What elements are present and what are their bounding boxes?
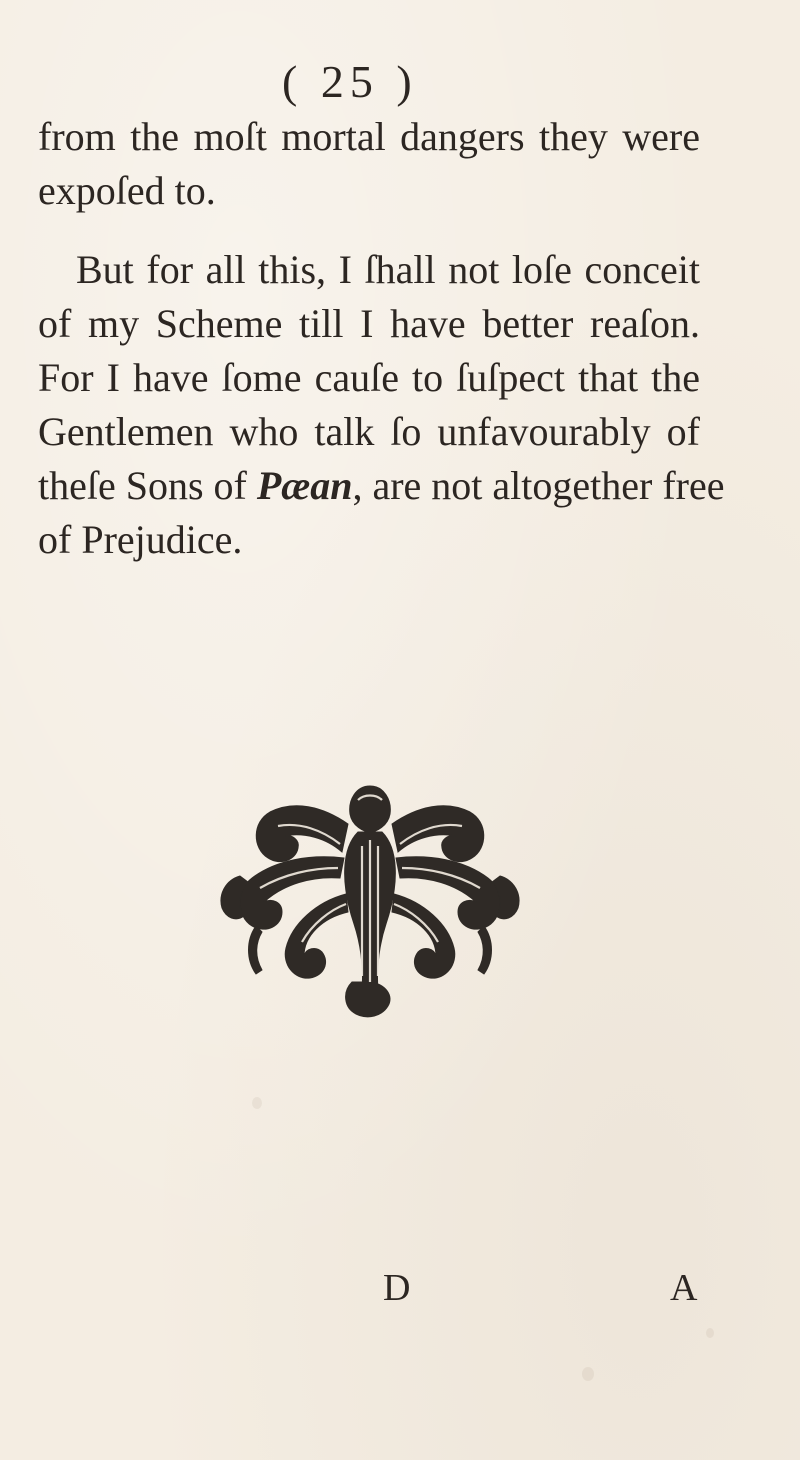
text-fragment: theſe Sons of [38,463,257,508]
paper-spot [252,1097,262,1109]
catchword: A [670,1267,698,1309]
text-line [38,459,725,513]
paragraph-2 [38,243,725,567]
signature-mark: D [383,1267,411,1309]
text-line: But for all this, I ſhall not loſe conceit [76,247,700,292]
italic-name: Pæan [256,463,353,508]
text-line: from the moſt mortal dangers they were [38,114,700,159]
foliate-ornament-icon [198,776,542,1020]
text-line: of Prejudice. [38,517,243,562]
text-line: expoſed to. [38,168,216,213]
text-line: For I have ſome cauſe to ſuſpect that the [38,355,700,400]
paper-spot [582,1367,594,1381]
page-number: ( 25 ) [282,56,418,107]
paragraph-1 [38,110,700,218]
text-line: of my Scheme till I have better reaſon. [38,301,700,346]
paper-spot [706,1328,714,1338]
text-line: Gentlemen who talk ſo unfavourably of [38,409,700,454]
text-fragment: , are not altogether free [352,463,725,508]
